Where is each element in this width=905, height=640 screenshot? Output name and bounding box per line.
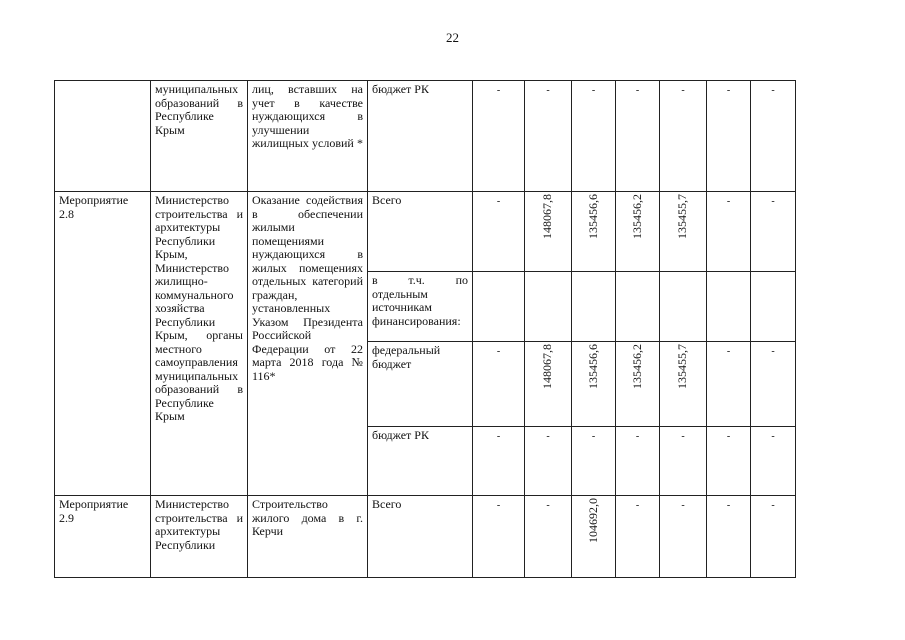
- value-text: -: [681, 500, 685, 511]
- value-text: -: [591, 431, 596, 442]
- value-cell: [707, 496, 751, 578]
- value-text: 135455,7: [675, 194, 690, 239]
- value-cell: [572, 81, 616, 192]
- value-text: -: [496, 346, 501, 357]
- program-table: [54, 80, 843, 578]
- source-cell: [368, 272, 473, 342]
- event-cell: Мероприятие 2.9: [55, 496, 151, 578]
- value-cell: [751, 81, 796, 192]
- page-number: 22: [446, 30, 459, 45]
- value-cell: [473, 81, 525, 192]
- value-cell: [660, 272, 707, 342]
- value-text: -: [496, 85, 501, 96]
- value-cell: [751, 427, 796, 496]
- value-text: 135455,7: [675, 344, 690, 389]
- value-text: -: [771, 346, 775, 357]
- value-cell: [473, 192, 525, 272]
- description-cell: [248, 496, 368, 578]
- value-cell: [525, 342, 572, 427]
- description-cell: [248, 81, 368, 192]
- value-cell: [707, 427, 751, 496]
- source-cell: Всего: [368, 192, 473, 272]
- value-cell: [473, 427, 525, 496]
- value-cell: [660, 427, 707, 496]
- value-text: -: [496, 500, 501, 511]
- value-text: -: [681, 431, 685, 442]
- value-text: -: [635, 85, 640, 96]
- value-cell: [751, 192, 796, 272]
- value-cell: [707, 342, 751, 427]
- value-cell: [616, 427, 660, 496]
- cell-text: Строительство жилого дома в г. Керчи: [252, 497, 363, 538]
- source-cell: федеральный бюджет: [368, 342, 473, 427]
- value-cell: [616, 272, 660, 342]
- executor-cell: [151, 81, 248, 192]
- value-cell: [525, 427, 572, 496]
- value-cell: [660, 81, 707, 192]
- event-cell: [55, 81, 151, 192]
- value-text: -: [591, 85, 596, 96]
- cell-text: Министерство строительства и архитектуры Республики: [155, 497, 243, 552]
- value-cell: [660, 342, 707, 427]
- value-cell: [525, 272, 572, 342]
- value-text: -: [726, 196, 731, 207]
- value-text: -: [635, 500, 640, 511]
- value-cell: [707, 81, 751, 192]
- executor-cell: [151, 496, 248, 578]
- value-text: -: [771, 500, 775, 511]
- value-cell: [525, 496, 572, 578]
- table-row: [55, 192, 843, 272]
- value-cell: [660, 496, 707, 578]
- value-text: -: [771, 85, 775, 96]
- value-text: -: [726, 431, 731, 442]
- cell-text: Министерство строительства и архитектуры Республики Крым, Министерство жилищно-коммунального хозяйства Республики Крым, органы местного самоуправления муниципальных образований в Республике Крым: [155, 193, 243, 423]
- value-text: 148067,8: [540, 344, 555, 389]
- cell-text: муниципальных образований в Республике Крым: [155, 82, 243, 137]
- table-row: [55, 496, 843, 578]
- value-text: 135456,2: [629, 194, 644, 239]
- value-text: -: [726, 346, 731, 357]
- value-cell: [707, 272, 751, 342]
- value-text: -: [546, 85, 550, 96]
- value-cell: [751, 496, 796, 578]
- value-text: -: [546, 500, 550, 511]
- value-text: -: [496, 196, 501, 207]
- value-text: -: [496, 431, 501, 442]
- value-cell: [616, 342, 660, 427]
- value-cell: [473, 272, 525, 342]
- value-text: -: [771, 431, 775, 442]
- table-row: [55, 81, 843, 192]
- cell-text: в т.ч. по отдельным источникам финансирования:: [372, 273, 468, 328]
- value-text: 148067,8: [540, 194, 555, 239]
- value-cell: [751, 342, 796, 427]
- value-text: -: [726, 85, 731, 96]
- value-text: 104692,0: [585, 498, 600, 543]
- value-cell: [473, 496, 525, 578]
- value-cell: [473, 342, 525, 427]
- value-cell: [525, 81, 572, 192]
- value-text: 135456,6: [585, 194, 600, 239]
- value-cell: [616, 496, 660, 578]
- value-text: -: [726, 500, 731, 511]
- value-cell: [572, 427, 616, 496]
- source-cell: бюджет РК: [368, 81, 473, 192]
- value-cell: [616, 81, 660, 192]
- value-cell: [572, 342, 616, 427]
- value-cell: [525, 192, 572, 272]
- value-cell: [707, 192, 751, 272]
- cell-text: лиц, вставших на учет в качестве нуждающихся в улучшении жилищных условий *: [252, 82, 363, 150]
- cell-text: Оказание содействия в обеспечении жилыми помещениями нуждающихся в жилых помещениях отдельных категорий граждан, установленных Указом Президента Российской Федерации от 22 марта 2018 года № 116*: [252, 193, 363, 383]
- value-cell: [616, 192, 660, 272]
- value-text: -: [635, 431, 640, 442]
- value-text: 135456,2: [629, 344, 644, 389]
- value-cell: [572, 496, 616, 578]
- executor-cell: [151, 192, 248, 496]
- value-text: -: [546, 431, 550, 442]
- value-text: 135456,6: [585, 344, 600, 389]
- source-cell: Всего: [368, 496, 473, 578]
- event-cell: Мероприятие 2.8: [55, 192, 151, 496]
- value-cell: [660, 192, 707, 272]
- value-cell: [751, 272, 796, 342]
- description-cell: [248, 192, 368, 496]
- value-cell: [572, 192, 616, 272]
- value-cell: [572, 272, 616, 342]
- value-text: -: [771, 196, 775, 207]
- source-cell: бюджет РК: [368, 427, 473, 496]
- value-text: -: [681, 85, 685, 96]
